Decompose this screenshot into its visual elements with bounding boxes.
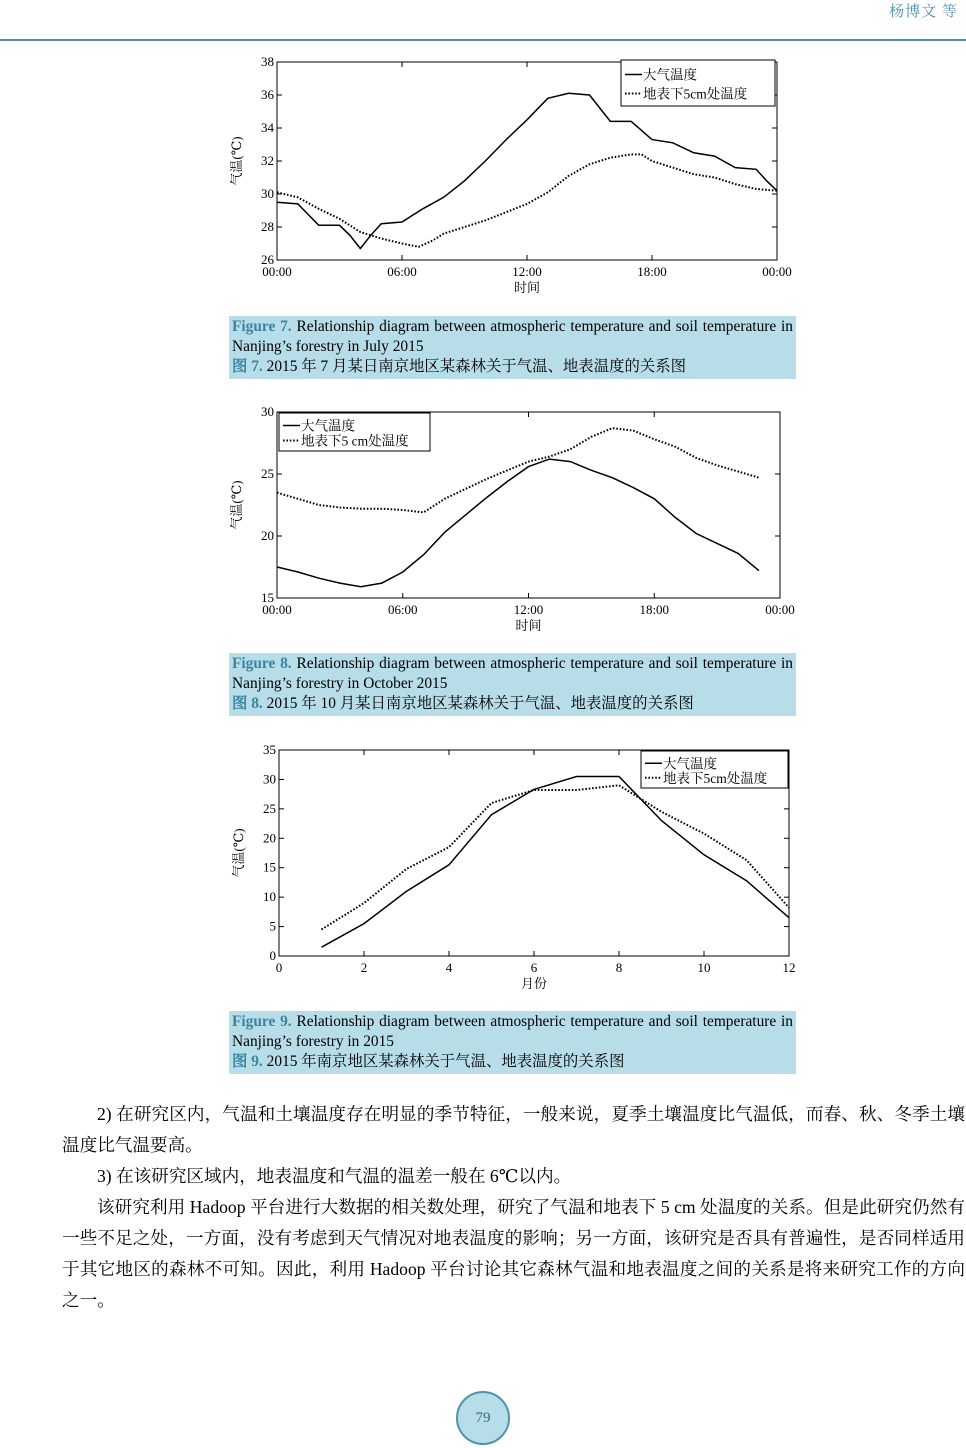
- y-tick-label: 36: [261, 87, 274, 102]
- y-tick-label: 15: [261, 590, 274, 605]
- figure-9-caption: [229, 1011, 796, 1074]
- page-number: 79: [456, 1391, 510, 1445]
- figure-8-caption-zh-text: 2015 年 10 月某日南京地区某森林关于气温、地表温度的关系图: [262, 695, 694, 712]
- figure-7-caption-en: [232, 317, 793, 357]
- x-tick-label: 6: [530, 960, 538, 975]
- figure-7-label-zh: 图 7.: [232, 358, 263, 375]
- x-axis-label: 时间: [515, 618, 542, 633]
- y-tick-label: 30: [261, 404, 274, 419]
- y-tick-label: 5: [269, 918, 276, 934]
- y-tick-label: 26: [261, 252, 274, 267]
- y-tick-label: 10: [263, 889, 276, 905]
- x-tick-label: 18:00: [637, 264, 667, 279]
- y-axis-label: 气温(℃): [229, 136, 244, 186]
- y-tick-label: 35: [263, 742, 276, 757]
- x-tick-label: 18:00: [639, 602, 670, 617]
- x-tick-label: 06:00: [387, 602, 418, 617]
- figure-9-chart: [225, 740, 805, 998]
- paragraph-summary: 该研究利用 Hadoop 平台进行大数据的相关数处理，研究了气温和地表下 5 cm 处温度的关系。但是此研究仍然有一些不足之处，一方面，没有考虑到天气情况对地表温度的影响；另一方面，该研究是否具有普遍性，是否同样适用于其它地区的森林不可知。因此，利用 Hadoop 平台讨论其它森林气温和地表温度之间的关系是将来研究工作的方向之一。: [62, 1197, 965, 1310]
- figure-7-caption-zh-text: 2015 年 7 月某日南京地区某森林关于气温、地表温度的关系图: [262, 358, 687, 375]
- figure-8-caption: [229, 653, 796, 716]
- legend-label: 地表下5cm处温度: [663, 770, 768, 786]
- x-tick-label: 8: [615, 960, 623, 975]
- x-tick-label: 0: [275, 960, 283, 975]
- figure-8-caption-en: [232, 654, 793, 694]
- series-line-air-temperature: [322, 777, 790, 948]
- y-tick-label: 20: [263, 830, 276, 846]
- legend-label: 大气温度: [643, 67, 697, 83]
- x-tick-label: 4: [445, 960, 453, 975]
- x-axis-label: 月份: [520, 976, 548, 991]
- figure-7-caption-zh: [232, 357, 793, 377]
- figure-8-label-zh: 图 8.: [232, 695, 263, 712]
- figure-7-caption-en-text: Relationship diagram between atmospheric temperature and soil temperature in Nanjing’s forestry in July 2015: [232, 318, 793, 355]
- paragraph-conclusion-3: 3) 在该研究区域内，地表温度和气温的温差一般在 6℃以内。: [97, 1166, 572, 1186]
- header-rule: [0, 39, 966, 41]
- y-tick-label: 25: [261, 466, 274, 481]
- figure-8-caption-zh: [232, 694, 793, 714]
- y-tick-label: 25: [263, 800, 276, 816]
- series-line-soil-temperature: [322, 785, 790, 929]
- x-tick-label: 00:00: [262, 602, 292, 617]
- legend-label: 地表下5cm处温度: [643, 86, 748, 102]
- figure-9-caption-en: [232, 1012, 793, 1052]
- figure-9-caption-en-text: Relationship diagram between atmospheric temperature and soil temperature in Nanjing’s forestry in 2015: [232, 1013, 793, 1050]
- series-line-soil-temperature: [277, 154, 777, 246]
- y-axis-label: 气温(℃): [229, 480, 244, 530]
- figure-8-caption-en-text: Relationship diagram between atmospheric temperature and soil temperature in Nanjing’s forestry in October 2015: [232, 655, 793, 692]
- x-tick-label: 12:00: [512, 264, 542, 279]
- y-tick-label: 15: [263, 859, 276, 875]
- y-tick-label: 38: [261, 54, 274, 69]
- y-tick-label: 28: [261, 219, 274, 234]
- figure-9-label-zh: 图 9.: [232, 1053, 263, 1070]
- legend-label: 地表下5 cm处温度: [301, 433, 409, 449]
- running-header-author: 杨博文 等: [889, 4, 958, 20]
- y-tick-label: 30: [261, 186, 274, 201]
- series-line-air-temperature: [277, 93, 777, 248]
- figure-9-caption-zh: [232, 1052, 793, 1072]
- x-tick-label: 00:00: [762, 264, 792, 279]
- legend-label: 大气温度: [663, 756, 717, 772]
- x-tick-label: 00:00: [262, 264, 292, 279]
- x-tick-label: 12:00: [513, 602, 544, 617]
- figure-8-label-en: Figure 8.: [232, 655, 292, 672]
- x-tick-label: 06:00: [387, 264, 417, 279]
- y-tick-label: 0: [269, 948, 276, 963]
- figure-7-label-en: Figure 7.: [232, 318, 292, 335]
- x-tick-label: 2: [360, 960, 368, 975]
- y-tick-label: 34: [261, 120, 274, 135]
- y-tick-label: 20: [261, 528, 274, 543]
- figure-9-caption-zh-text: 2015 年南京地区某森林关于气温、地表温度的关系图: [262, 1053, 625, 1070]
- x-tick-label: 12: [782, 960, 796, 975]
- x-tick-label: 00:00: [765, 602, 795, 617]
- figure-8-chart: [225, 402, 805, 642]
- legend-label: 大气温度: [301, 418, 355, 434]
- y-axis-label: 气温(℃): [231, 828, 246, 878]
- x-axis-label: 时间: [513, 280, 541, 295]
- x-tick-label: 10: [697, 960, 711, 975]
- y-tick-label: 30: [263, 771, 276, 787]
- figure-9-label-en: Figure 9.: [232, 1013, 292, 1030]
- body-text: [62, 1099, 965, 1316]
- paragraph-conclusion-2: 2) 在研究区内，气温和土壤温度存在明显的季节特征，一般来说，夏季土壤温度比气温低，而春、秋、冬季土壤温度比气温要高。: [62, 1104, 965, 1155]
- series-line-air-temperature: [277, 459, 759, 587]
- figure-7-caption: [229, 316, 796, 379]
- y-tick-label: 32: [261, 153, 274, 168]
- figure-7-chart: [225, 52, 805, 304]
